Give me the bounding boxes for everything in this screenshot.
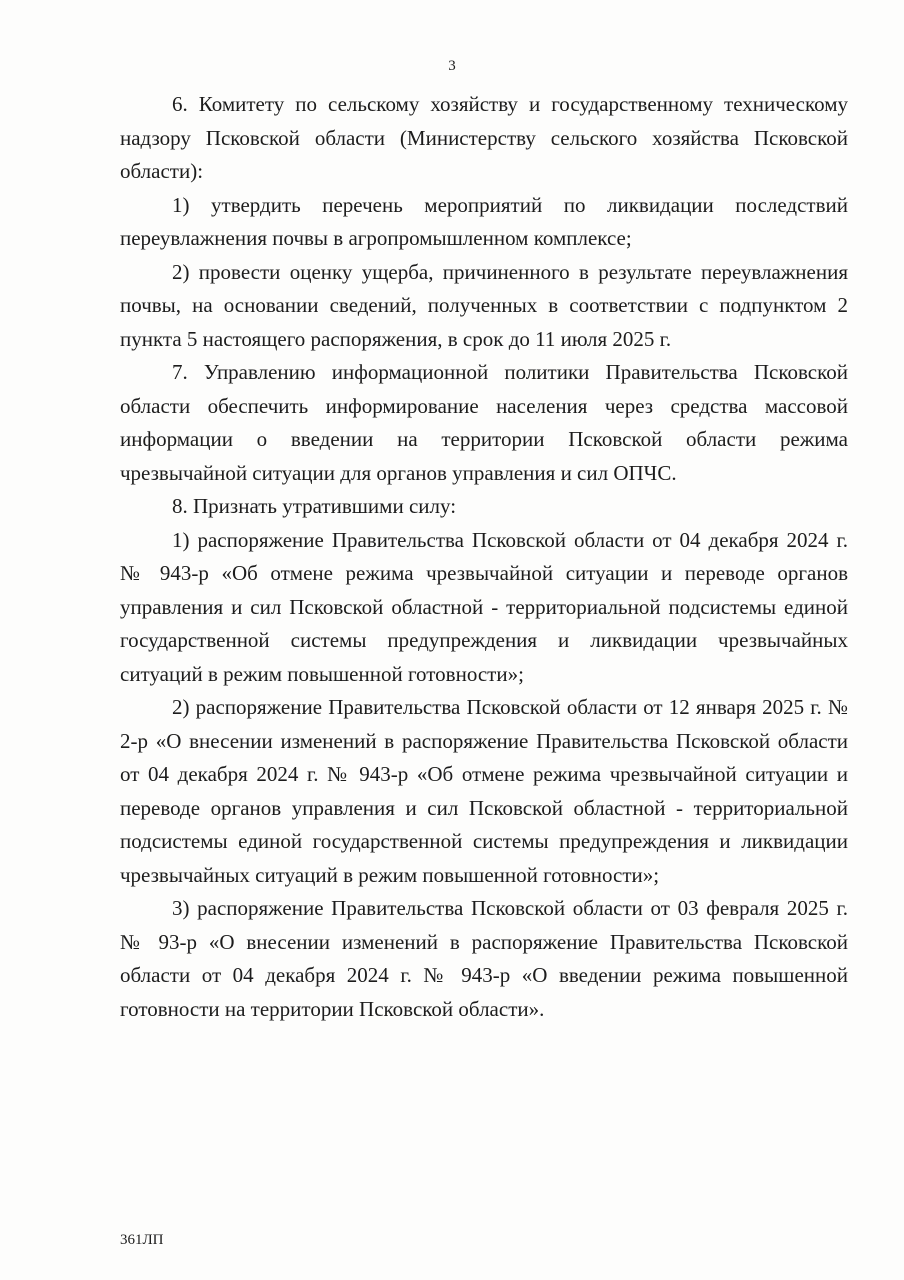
document-body <box>120 88 848 1026</box>
paragraph-item-6-2: 2) провести оценку ущерба, причиненного в результате переувлажнения почвы, на основании сведений, полученных в соответствии с подпунктом 2 пункта 5 настоящего распоряжения, в срок до 11 июля 2025 г. <box>120 259 848 351</box>
paragraph-item-7: 7. Управлению информационной политики Правительства Псковской области обеспечить информирование населения через средства массовой информации о введении на территории Псковской области режима чрезвычайной ситуации для органов управления и сил ОПЧС. <box>120 360 848 485</box>
paragraph-item-6: 6. Комитету по сельскому хозяйству и государственному техническому надзору Псковской области (Министерству сельского хозяйства Псковской области): <box>120 92 848 183</box>
paragraph-item-8-2: 2) распоряжение Правительства Псковской области от 12 января 2025 г. № 2-р «О внесении изменений в распоряжение Правительства Псковской области от 04 декабря 2024 г. № 943-р «Об отмене режима чрезвычайной ситуации и переводе органов управления и сил Псковской областной - территориальной подсистемы единой государственной системы предупреждения и ликвидации чрезвычайных ситуаций в режим повышенной готовности»; <box>120 695 848 887</box>
paragraph-item-8-1: 1) распоряжение Правительства Псковской области от 04 декабря 2024 г. № 943-р «Об отмене режима чрезвычайной ситуации и переводе органов управления и сил Псковской областной - территориальной подсистемы единой государственной системы предупреждения и ликвидации чрезвычайных ситуаций в режим повышенной готовности»; <box>120 527 848 686</box>
page-number: 3 <box>448 58 456 74</box>
paragraph-item-8-3: 3) распоряжение Правительства Псковской области от 03 февраля 2025 г. № 93-р «О внесении изменений в распоряжение Правительства Псковской области от 04 декабря 2024 г. № 943-р «О введении режима повышенной готовности на территории Псковской области». <box>120 896 848 1021</box>
paragraph-item-6-1: 1) утвердить перечень мероприятий по ликвидации последствий переувлажнения почвы в агропромышленном комплексе; <box>120 192 848 250</box>
document-code: 361ЛП <box>120 1232 164 1248</box>
paragraph-item-8: 8. Признать утратившими силу: <box>172 494 457 518</box>
